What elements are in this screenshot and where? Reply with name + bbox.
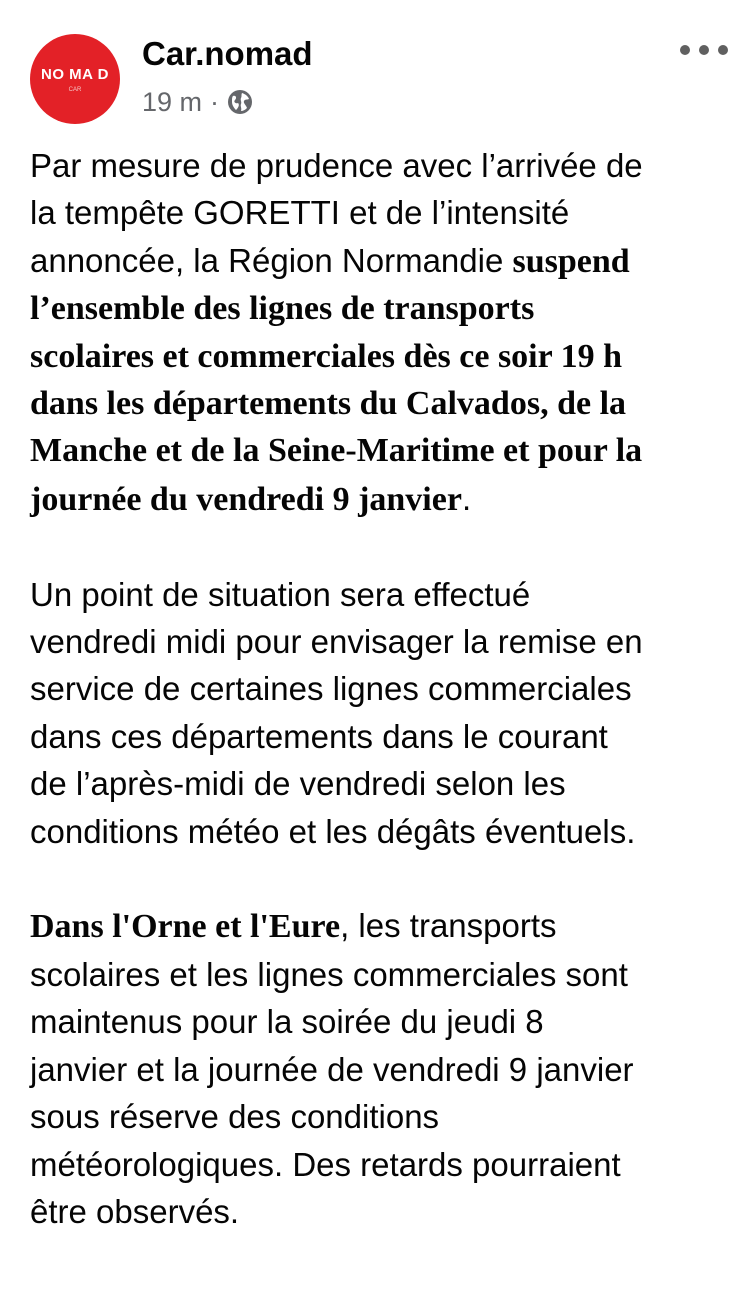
post-paragraph-2 (30, 571, 735, 855)
text-line: maintenus pour la soirée du jeudi 8 (30, 1003, 544, 1041)
bold-text-line: scolaires et commerciales dès ce soir 19 h (30, 337, 623, 375)
post-meta (142, 84, 253, 120)
text-line: scolaires et les lignes commerciales sont (30, 955, 628, 993)
text-span: annoncée, la Région Normandie (30, 241, 513, 279)
more-dot (680, 45, 690, 55)
more-options-icon[interactable] (680, 36, 728, 64)
more-dot (699, 45, 709, 55)
avatar-logo-subtext: CAR (68, 87, 82, 93)
text-line: conditions météo et les dégâts éventuels. (30, 812, 636, 850)
text-line: dans ces départements dans le courant (30, 717, 608, 755)
text-line: janvier et la journée de vendredi 9 janvier (30, 1050, 634, 1088)
post-header (0, 0, 751, 140)
text-line (30, 902, 735, 950)
text-span: . (461, 479, 472, 517)
text-line (30, 237, 735, 285)
post-paragraph-1 (30, 142, 735, 523)
avatar-logo-text: NO MA D (41, 66, 109, 83)
bold-text-span: Dans l'Orne et l'Eure (30, 908, 341, 946)
more-dot (718, 45, 728, 55)
bold-text-line: dans les départements du Calvados, de la (30, 385, 627, 423)
text-line: service de certaines lignes commerciales (30, 670, 632, 708)
text-line: Un point de situation sera effectué (30, 575, 531, 613)
post-body (30, 142, 735, 1235)
page-name-link[interactable]: Car.nomad (142, 35, 313, 72)
avatar[interactable] (30, 34, 120, 124)
post-timestamp[interactable]: 19 m (142, 86, 203, 117)
text-line: la tempête GORETTI et de l’intensité (30, 194, 570, 232)
text-line: vendredi midi pour envisager la remise en (30, 623, 643, 661)
post-paragraph-3 (30, 902, 735, 1235)
bold-text-line: l’ensemble des lignes de transports (30, 290, 535, 328)
meta-separator: · (210, 86, 220, 117)
text-line: sous réserve des conditions (30, 1098, 440, 1136)
bold-text-line: Manche et de la Seine-Maritime et pour la (30, 432, 643, 470)
globe-icon (227, 89, 253, 115)
text-line (30, 475, 735, 523)
text-line: Par mesure de prudence avec l’arrivée de (30, 147, 643, 184)
text-line: de l’après-midi de vendredi selon les (30, 765, 566, 803)
bold-text-span: journée du vendredi 9 janvier (30, 480, 462, 518)
text-line: météorologiques. Des retards pourraient (30, 1145, 621, 1183)
text-span: , les transports (340, 907, 557, 945)
text-line: être observés. (30, 1192, 240, 1230)
bold-text-span: suspend (512, 242, 630, 280)
